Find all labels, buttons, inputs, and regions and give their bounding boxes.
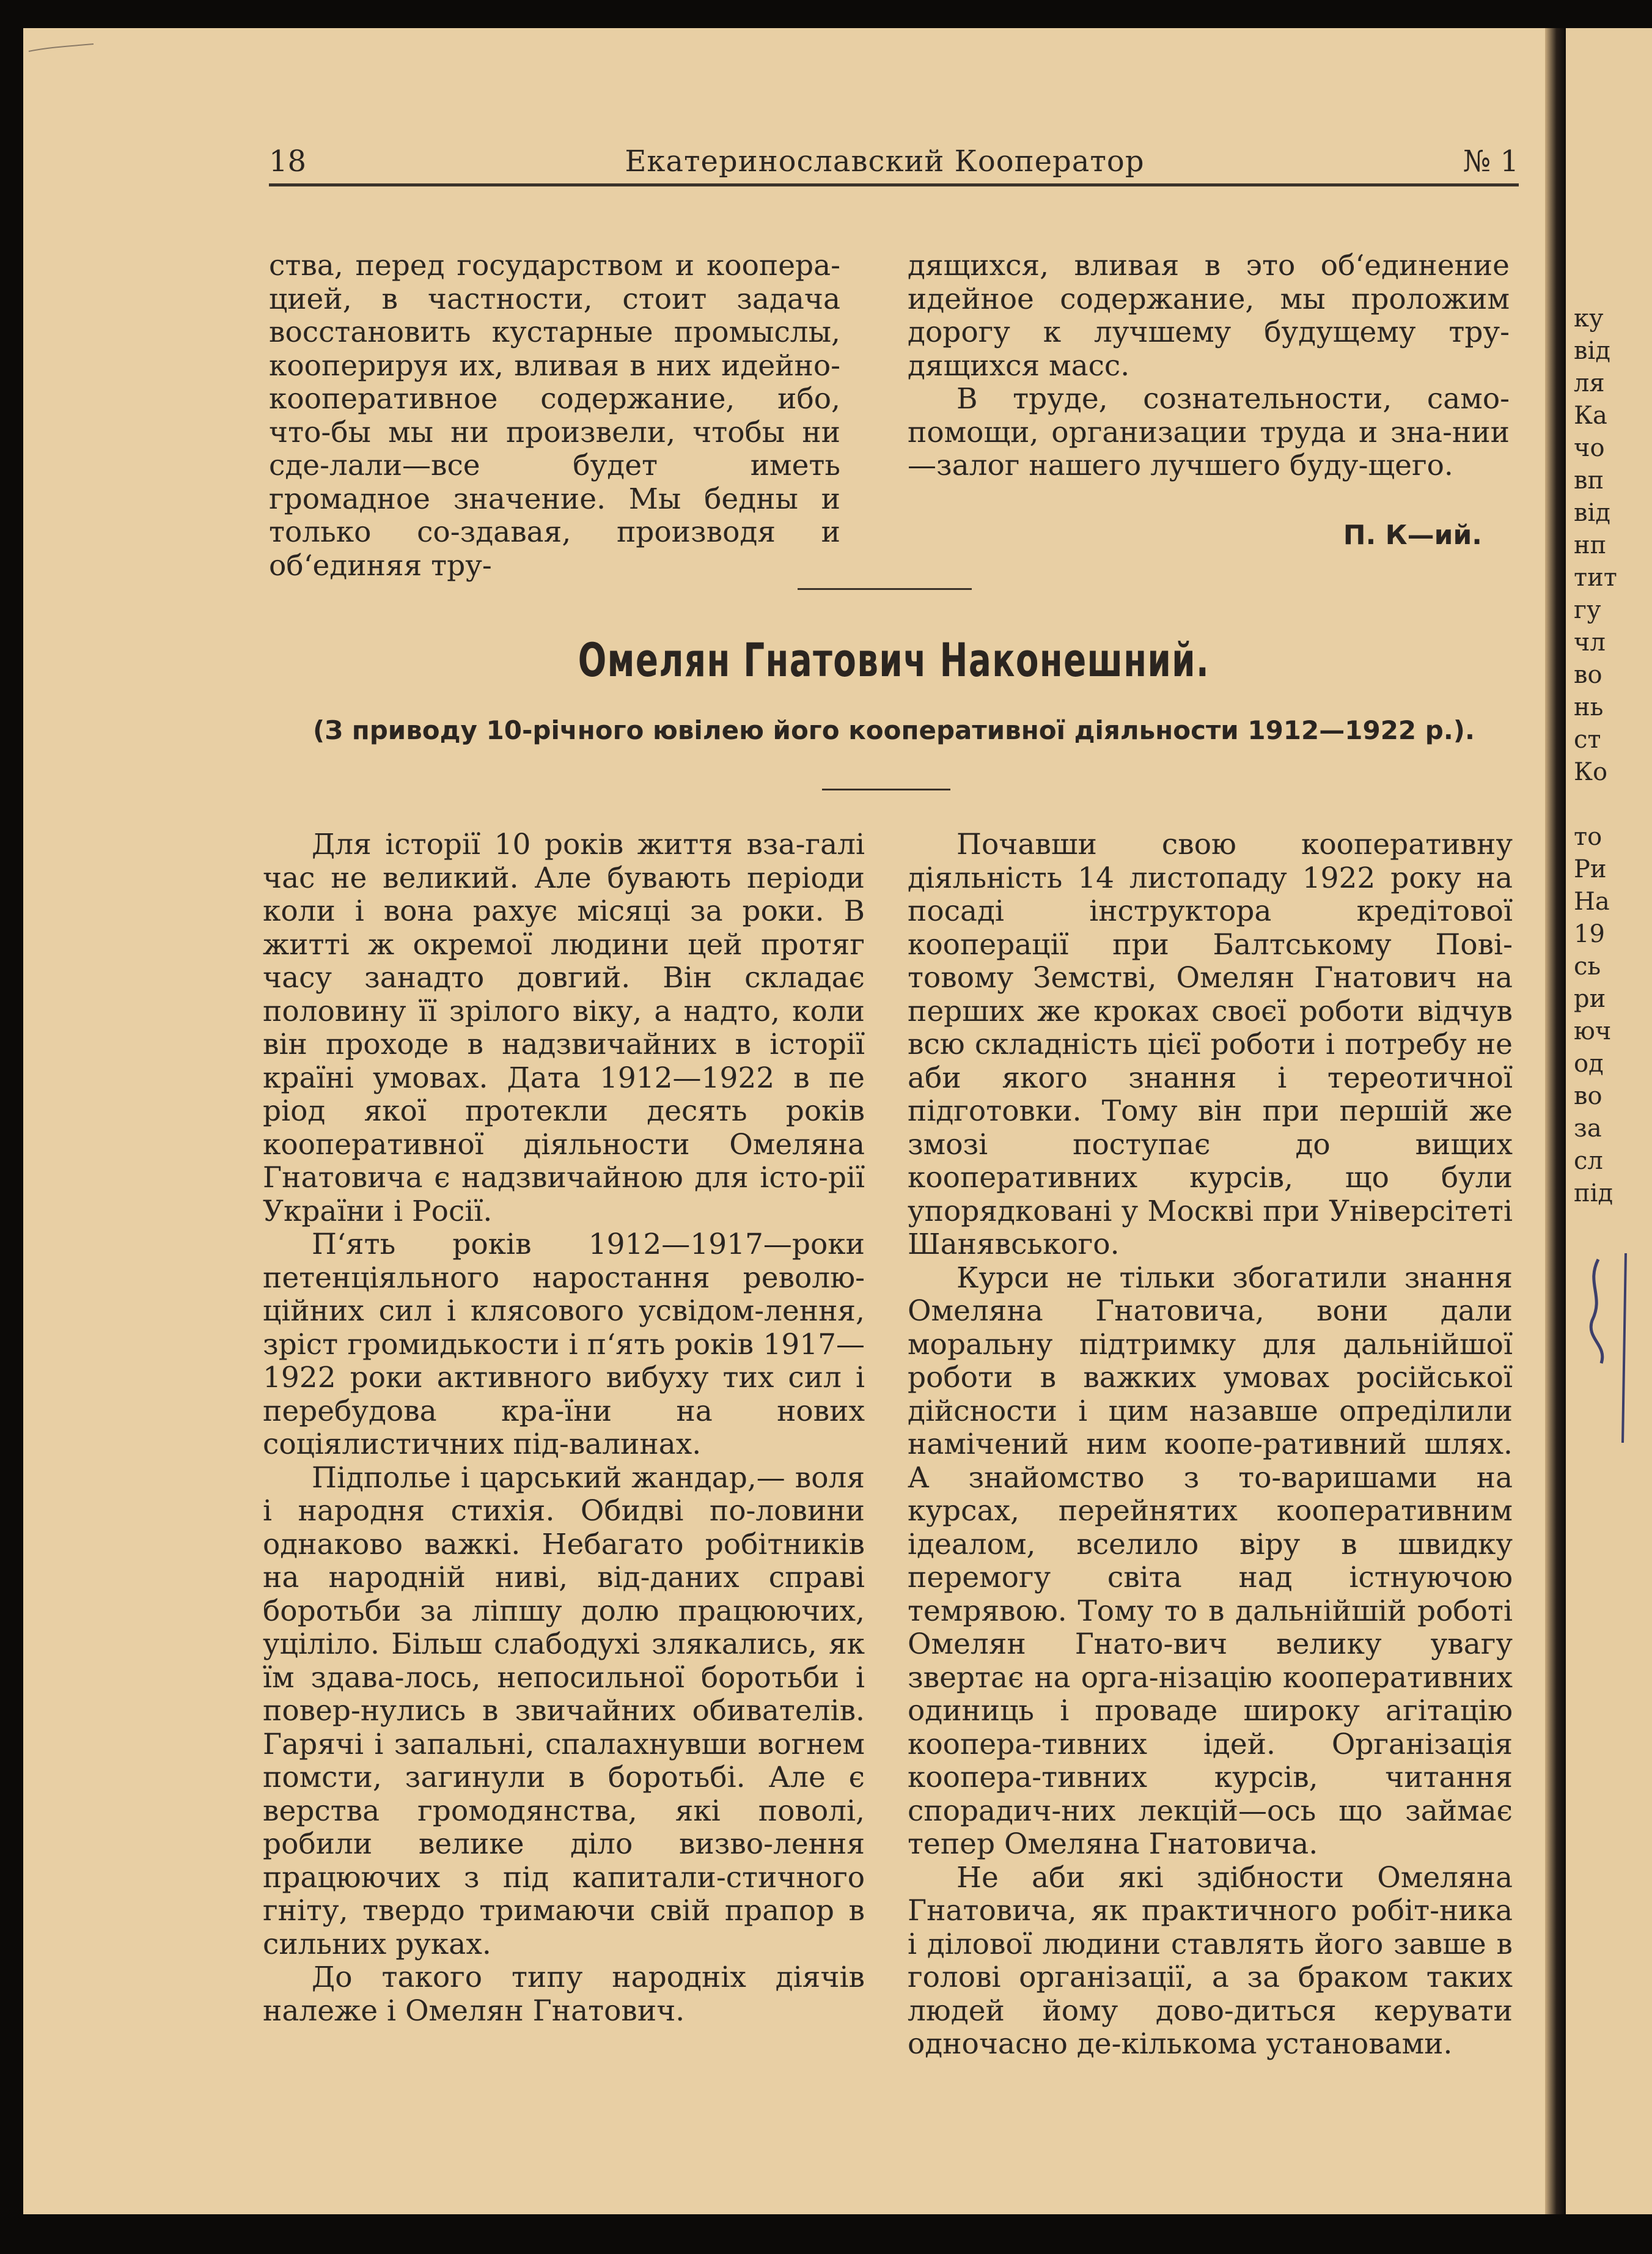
pencil-mark-corner [28,43,95,55]
paragraph: Підполье і царський жандар,— воля і народня стихія. Обидві по-ловини однаково важкі. Небагато робітників на народній ниві, від-даних справі боротьби за ліпшу долю працюючих, уціліло. Більш слабодухі злякались, як їм здава-лось, непосильної боротьби і повер-нулись в звичайних обивателів. Гарячі і запальні, спалахнувши вогнем помсти, загинули в боротьбі. Але є верства громодянства, які поволі, робили велике діло визво-лення працюючих з під капитали-стичного гніту, твердо тримаючи свій прапор в сильних руках. [263,1460,865,1961]
paragraph: Не аби які здібности Омеляна Гнатовича, як практичного робіт-ника і ділової людини ставлять його завше в голові організації, а за браком таких людей йому дово-диться керувати одночасно де-кількома установами. [908,1860,1513,2061]
issue-number: № 1 [1463,144,1519,179]
author-signature: П. К—ий. [1343,520,1482,551]
page-number: 18 [269,144,307,179]
article-column-left [263,828,865,2028]
article-subtitle: (З приводу 10-річного ювілею його кооперативної діяльности 1912—1922 р.). [313,715,1475,745]
page-binding-shadow [1545,28,1566,2214]
journal-title: Екатеринославский Кооператор [625,144,1145,179]
paragraph: Курси не тільки збогатили знання Омеляна Гнатовича, вони дали моральну підтримку для дальнійшої роботи в важких умовах російської дійсности і цим назавше опреділили намічений ним коопе-ративний шлях. А знайомство з то-варишами на курсах, перейнятих кооперативним ідеалом, вселило віру в швидку перемогу світа над істнуючою темрявою. Тому то в дальнійшій роботі Омелян Гнато-вич велику увагу звертає на орга-нізацію кооперативних одиниць і проваде широку агітацію коопера-тивних ідей. Організація коопера-тивних курсів, читання спорадич-них лекцій—ось що займає тепер Омеляна Гнатовича. [908,1261,1513,1861]
article-column-right [908,828,1513,2061]
paragraph: П‘ять років 1912—1917—роки петенціяльного наростання револю-ційних сил і клясового усвідом-лення, зріст громидькости і п‘ять років 1917—1922 роки активного вибуху тих сил і перебудова кра-їни на нових соціялистичних під-валинах. [263,1228,865,1461]
previous-article-column-right [908,249,1510,483]
paragraph: До такого типу народніх діячів належе і Омелян Гнатович. [263,1961,865,2028]
page-header [269,136,1519,186]
paragraph: Для історії 10 років життя вза-галі час не великий. Але бувають періоди коли і вона рахує місяці за роки. В житті ж окремої людини цей протяг часу занадто довгий. Він складає половину її зрілого віку, а надто, коли він проходе в надзвичайних в історії країні умовах. Дата 1912—1922 в пе ріод якої протекли десять років кооперативної діяльности Омеляна Гнатовича є надзвичайною для істо-рії України і Росії. [263,828,865,1228]
pencil-annotation [1580,1247,1647,1449]
divider-rule [822,789,950,790]
previous-article-column-left [269,249,840,583]
article-title: Омелян Гнатович Наконешний. [578,633,1210,687]
paragraph: Почавши свою кооперативну діяльність 14 листопаду 1922 року на посаді інструктора кредітової кооперації при Балтському Пові-товому Земстві, Омелян Гнатович на перших же кроках своєї роботи відчув всю складність цієї роботи і потребу не аби якого знання і тереотичної підготовки. Тому він при першій же змозі поступає до вищих кооперативних курсів, що були упорядковані у Москві при Універсітеті Шанявського. [908,828,1513,1261]
divider-rule [798,588,972,590]
paragraph: дящихся, вливая в это об‘единение идейное содержание, мы проложим дорогу к лучшему будущему тру-дящихся масс. [908,249,1510,383]
paragraph: ства, перед государством и коопера-цией, в частности, стоит задача восстановить кустарные промыслы, кооперируя их, вливая в них идейно-кооперативное содержание, ибо, что-бы мы ни произвели, чтобы ни сде-лали—все будет иметь громадное значение. Мы бедны и только со-здавая, производя и об‘единяя тру- [269,249,840,583]
next-page-text-fragments: ку від ля Ка чо вп від нп тит гу чл во нь ст Ко то Ри На 19 сь ри юч од во за сл під [1574,304,1617,1207]
paragraph: В труде, сознательности, само-помощи, организации труда и зна-нии—залог нашего лучшего буду-щего. [908,382,1510,482]
